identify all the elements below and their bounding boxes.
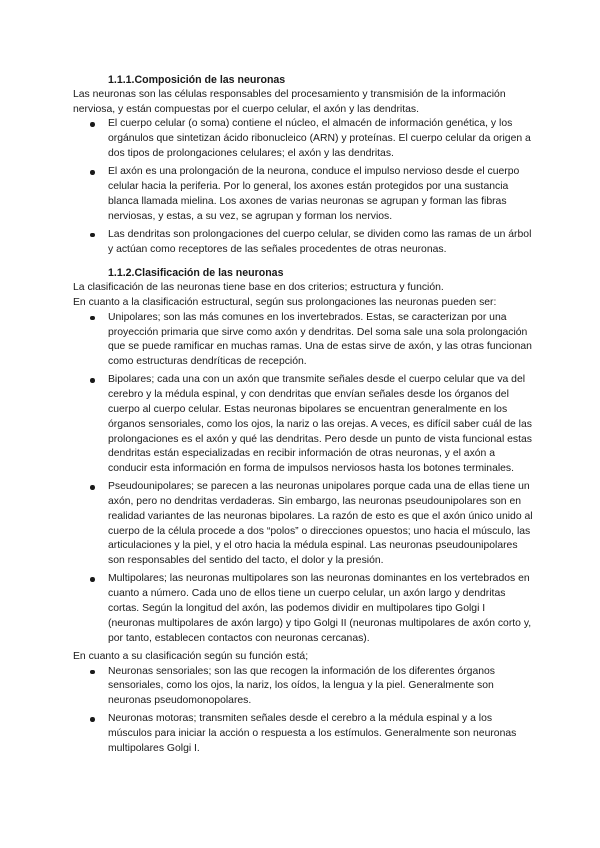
section-heading-composition: 1.1.1.Composición de las neuronas xyxy=(108,74,286,86)
composition-list xyxy=(73,117,533,257)
list-item-dendrites: Las dendritas son prolongaciones del cuerpo celular, se dividen como las ramas de un árbol y actúan como receptores de las señales procedentes de otras neuronas. xyxy=(73,228,533,258)
document-content xyxy=(73,73,533,760)
list-item-motor: Neuronas motoras; transmiten señales desde el cerebro a la médula espinal y a los músculos para iniciar la acción o respuesta a los estímulos. Generalmente son neuronas multipolares Golgi I. xyxy=(73,712,533,756)
functional-intro: En cuanto a su clasificación según su función está; xyxy=(73,650,309,662)
list-item-pseudounipolar: Pseudounipolares; se parecen a las neuronas unipolares porque cada una de ellas tiene un axón, pero no dendritas verdaderas. Sin embargo, las neuronas pseudounipolares son en realidad variantes de las neuronas bipolares. La razón de esto es que el axón único unido al cuerpo de la célula procede a dos “polos” o direcciones opuestos; uno hacia el músculo, las articulaciones y la piel, y el otro hacia la médula espinal. Las neuronas pseudounipolares son responsables del sentido del tacto, el dolor y la presión. xyxy=(73,480,533,569)
classification-intro: La clasificación de las neuronas tiene base en dos criterios; estructura y función. xyxy=(73,282,444,294)
list-item-cell-body: El cuerpo celular (o soma) contiene el núcleo, el almacén de información genética, y los orgánulos que sintetizan ácido ribonucleico (ARN) y proteínas. El cuerpo celular da origen a dos tipos de prolongaciones celulares; el axón y las dendritas. xyxy=(73,117,533,161)
list-item-multipolar: Multipolares; las neuronas multipolares son las neuronas dominantes en los vertebrados en cuanto a número. Cada uno de ellos tiene un cuerpo celular, un axón largo y dendritas cortas. Según la longitud del axón, las podemos dividir en multipolares tipo Golgi I (neuronas multipolares de axón largo) y tipo Golgi II (neuronas multipolares de axón corto y, por tanto, establecen contactos con neuronas cercanas). xyxy=(73,572,533,646)
list-item-unipolar: Unipolares; son las más comunes en los invertebrados. Estas, se caracterizan por una proyección primaria que sirve como axón y dendritas. Del soma sale una sola prolongación que se puede ramificar en muchas ramas. Una de estas sirve de axón, y las otras funcionan como estructuras dendríticas de recepción. xyxy=(73,311,533,370)
structural-list xyxy=(73,311,533,647)
composition-intro: Las neuronas son las células responsables del procesamiento y transmisión de la información nerviosa, y están compuestas por el cuerpo celular, el axón y las dendritas. xyxy=(73,88,506,115)
list-item-bipolar: Bipolares; cada una con un axón que transmite señales desde el cuerpo celular que va del cerebro y la médula espinal, y con dendritas que envían señales desde los órganos del cuerpo al cuerpo celular. Estas neuronas bipolares se encuentran generalmente en los órganos sensoriales, como los ojos, la nariz o las orejas. A veces, es difícil saber cuál de las prolongaciones es el axón y qué las dendritas. Pero desde un punto de vista funcional estas dendritas están especializadas en recibir información de otras neuronas, y el axón a conducir esta información en forma de impulsos nerviosos hasta los botones terminales. xyxy=(73,373,533,477)
list-item-sensory: Neuronas sensoriales; son las que recogen la información de los diferentes órganos sensoriales, como los ojos, la nariz, los oídos, la lengua y la piel. Generalmente son neuronas pseudomonopolares. xyxy=(73,665,533,709)
functional-list xyxy=(73,665,533,757)
section-heading-classification: 1.1.2.Clasificación de las neuronas xyxy=(108,267,284,280)
structural-intro: En cuanto a la clasificación estructural, según sus prolongaciones las neuronas pueden ser: xyxy=(73,296,497,308)
list-item-axon: El axón es una prolongación de la neurona, conduce el impulso nervioso desde el cuerpo celular hacia la periferia. Por lo general, los axones están protegidos por una sustancia blanca llamada mielina. Los axones de varias neuronas se agrupan y forman las fibras nerviosas, y estas, a su vez, se agrupan y forman los nervios. xyxy=(73,165,533,224)
